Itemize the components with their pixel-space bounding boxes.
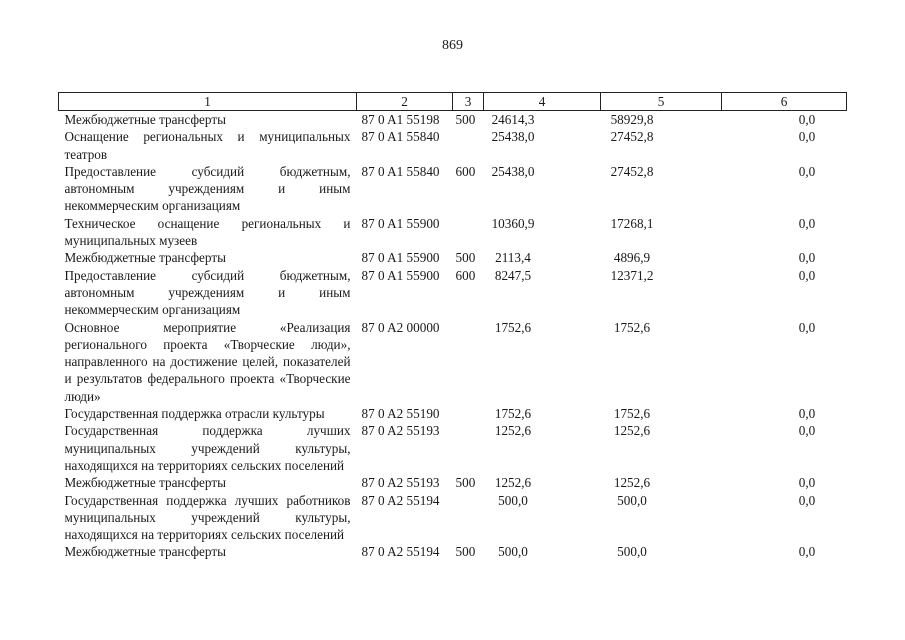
- row-expense-type: [453, 405, 484, 422]
- row-target-code: 87 0 A1 55198: [361, 112, 440, 127]
- row-amount-1: 25438,0: [491, 163, 535, 179]
- table-row: [59, 267, 847, 319]
- row-description: Техническое оснащение региональных и муниципальных музеев: [64, 215, 351, 249]
- page-number: 869: [442, 38, 463, 53]
- row-expense-type: 500: [455, 250, 476, 266]
- row-amount-3: 0,0: [798, 319, 816, 335]
- budget-table: [58, 92, 847, 561]
- row-amount-2: 27452,8: [610, 129, 654, 145]
- row-description: Предоставление субсидий бюджетным, автономным учреждениям и иным некоммерческим организациям: [64, 267, 351, 318]
- table-row: [59, 474, 847, 491]
- table-row: [59, 492, 847, 544]
- row-description: Межбюджетные трансферты: [64, 544, 226, 560]
- row-description: Государственная поддержка лучших муниципальных учреждений культуры, находящихся на территориях сельских поселений: [64, 423, 351, 473]
- row-amount-1: 2113,4: [495, 250, 531, 266]
- row-amount-1: 24614,3: [491, 112, 535, 127]
- row-amount-2: 4896,9: [613, 250, 651, 266]
- row-amount-1: 1752,6: [494, 406, 532, 422]
- row-amount-1: 25438,0: [491, 129, 535, 145]
- row-amount-1: 1752,6: [494, 319, 532, 335]
- row-expense-type: 500: [455, 544, 476, 560]
- table-row: [59, 128, 847, 163]
- header-cell-4: 4: [484, 93, 601, 111]
- row-amount-2: 500,0: [617, 492, 647, 508]
- row-description: Межбюджетные трансферты: [64, 250, 226, 266]
- row-amount-3: 0,0: [798, 112, 816, 127]
- row-amount-2: 500,0: [617, 544, 647, 560]
- row-description: Основное мероприятие «Реализация регионального проекта «Творческие люди», направленного на достижение целей, показателей и результатов федерального проекта «Творческие люди»: [64, 319, 351, 404]
- row-amount-2: 1252,6: [613, 423, 651, 439]
- row-expense-type: [453, 215, 484, 250]
- row-expense-type: 500: [455, 112, 476, 127]
- table-row: [59, 319, 847, 405]
- table-row: [59, 422, 847, 474]
- row-expense-type: [453, 319, 484, 405]
- row-description: Оснащение региональных и муниципальных театров: [64, 129, 351, 162]
- row-target-code: 87 0 A1 55900: [361, 250, 440, 266]
- row-description: Предоставление субсидий бюджетным, автономным учреждениям и иным некоммерческим организациям: [64, 163, 351, 214]
- row-expense-type: 500: [455, 475, 476, 491]
- row-amount-3: 0,0: [798, 475, 816, 491]
- row-description: Межбюджетные трансферты: [64, 112, 226, 127]
- row-amount-3: 0,0: [798, 544, 816, 560]
- row-amount-1: 500,0: [498, 492, 528, 508]
- row-expense-type: [453, 128, 484, 163]
- header-cell-3: 3: [453, 93, 484, 111]
- row-amount-3: 0,0: [798, 423, 816, 439]
- row-amount-2: 12371,2: [610, 267, 654, 283]
- row-amount-2: 27452,8: [610, 163, 654, 179]
- row-amount-2: 17268,1: [610, 215, 654, 231]
- table-row: [59, 111, 847, 129]
- header-cell-1: 1: [59, 93, 357, 111]
- row-description: Межбюджетные трансферты: [64, 475, 226, 491]
- row-description: Государственная поддержка отрасли культуры: [64, 406, 325, 422]
- table-row: [59, 249, 847, 266]
- row-amount-1: 500,0: [498, 544, 528, 560]
- row-amount-3: 0,0: [798, 406, 816, 422]
- row-expense-type: 600: [455, 163, 476, 179]
- header-cell-5: 5: [601, 93, 722, 111]
- row-amount-1: 1252,6: [494, 423, 532, 439]
- row-amount-3: 0,0: [798, 215, 816, 231]
- row-amount-2: 58929,8: [610, 112, 654, 127]
- table-row: [59, 215, 847, 250]
- row-target-code: 87 0 A2 55190: [361, 406, 440, 422]
- row-expense-type: [453, 492, 484, 544]
- row-amount-2: 1752,6: [613, 406, 651, 422]
- row-target-code: 87 0 A2 00000: [361, 319, 440, 335]
- row-target-code: 87 0 A2 55193: [361, 423, 440, 439]
- row-expense-type: [453, 422, 484, 474]
- row-target-code: 87 0 A1 55900: [361, 267, 440, 283]
- row-amount-2: 1252,6: [613, 475, 651, 491]
- table-header-row: [59, 93, 847, 111]
- row-amount-3: 0,0: [798, 492, 816, 508]
- table-row: [59, 163, 847, 215]
- header-cell-2: 2: [357, 93, 453, 111]
- row-target-code: 87 0 A2 55194: [361, 492, 440, 508]
- row-expense-type: 600: [455, 267, 476, 283]
- row-target-code: 87 0 A1 55900: [361, 215, 440, 231]
- row-description: Государственная поддержка лучших работников муниципальных учреждений культуры, находящихся на территориях сельских поселений: [64, 492, 351, 543]
- row-amount-1: 10360,9: [491, 215, 535, 231]
- table-row: [59, 405, 847, 422]
- row-amount-3: 0,0: [798, 129, 816, 145]
- row-target-code: 87 0 A1 55840: [361, 129, 440, 145]
- row-target-code: 87 0 A1 55840: [361, 163, 440, 179]
- table-row: [59, 543, 847, 560]
- header-cell-6: 6: [722, 93, 847, 111]
- row-amount-3: 0,0: [798, 267, 816, 283]
- row-amount-1: 1252,6: [494, 475, 532, 491]
- row-amount-3: 0,0: [798, 250, 816, 266]
- row-amount-1: 8247,5: [494, 267, 532, 283]
- row-amount-2: 1752,6: [613, 319, 651, 335]
- row-target-code: 87 0 A2 55194: [361, 544, 440, 560]
- row-target-code: 87 0 A2 55193: [361, 475, 440, 491]
- row-amount-3: 0,0: [798, 163, 816, 179]
